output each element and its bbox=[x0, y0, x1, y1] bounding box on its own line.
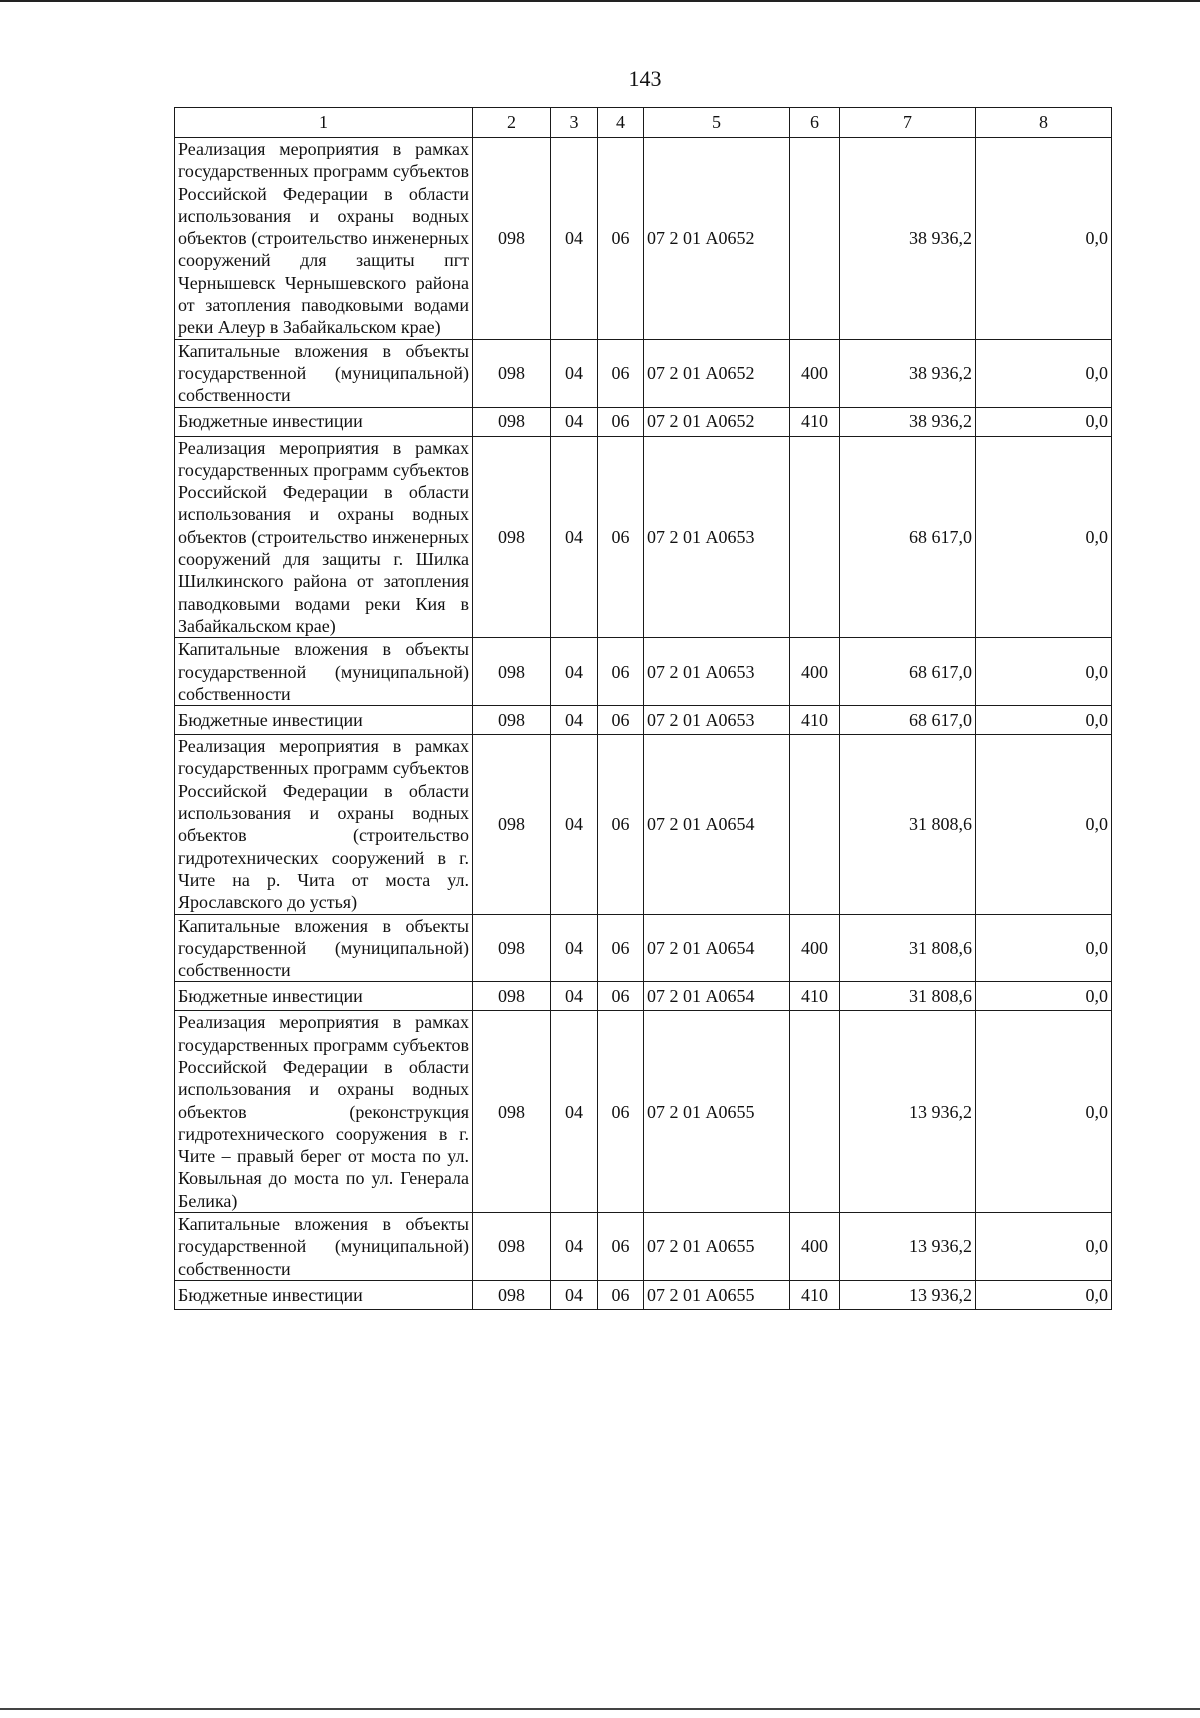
row-description: Капитальные вложения в объекты государственной (муниципальной) собственности bbox=[175, 914, 473, 982]
subsection-code: 06 bbox=[598, 914, 644, 982]
section-code: 04 bbox=[551, 1213, 598, 1281]
target-article-code: 07 2 01 А0653 bbox=[644, 436, 790, 638]
section-code: 04 bbox=[551, 914, 598, 982]
amount-col7: 68 617,0 bbox=[840, 706, 976, 735]
subsection-code: 06 bbox=[598, 436, 644, 638]
expense-type-code: 400 bbox=[790, 914, 840, 982]
target-article-code: 07 2 01 А0655 bbox=[644, 1280, 790, 1309]
section-code: 04 bbox=[551, 638, 598, 706]
ministry-code: 098 bbox=[473, 1280, 551, 1309]
subsection-code: 06 bbox=[598, 407, 644, 436]
table-row bbox=[175, 982, 1112, 1011]
target-article-code: 07 2 01 А0652 bbox=[644, 138, 790, 340]
table-row bbox=[175, 339, 1112, 407]
amount-col7: 13 936,2 bbox=[840, 1213, 976, 1281]
table-row bbox=[175, 735, 1112, 914]
header-cell: 1 bbox=[175, 108, 473, 138]
header-cell: 6 bbox=[790, 108, 840, 138]
row-description: Реализация мероприятия в рамках государственных программ субъектов Российской Федерации в области использования и охраны водных объектов (реконструкция гидротехнического сооружения в г. Чите – правый берег от моста по ул. Ковыльная до моста по ул. Генерала Белика) bbox=[175, 1011, 473, 1213]
expense-type-code: 410 bbox=[790, 706, 840, 735]
amount-col7: 68 617,0 bbox=[840, 436, 976, 638]
subsection-code: 06 bbox=[598, 638, 644, 706]
row-description: Капитальные вложения в объекты государственной (муниципальной) собственности bbox=[175, 1213, 473, 1281]
ministry-code: 098 bbox=[473, 436, 551, 638]
amount-col8: 0,0 bbox=[976, 914, 1112, 982]
amount-col8: 0,0 bbox=[976, 339, 1112, 407]
ministry-code: 098 bbox=[473, 914, 551, 982]
target-article-code: 07 2 01 А0653 bbox=[644, 638, 790, 706]
expense-type-code: 410 bbox=[790, 982, 840, 1011]
target-article-code: 07 2 01 А0654 bbox=[644, 735, 790, 914]
section-code: 04 bbox=[551, 339, 598, 407]
ministry-code: 098 bbox=[473, 339, 551, 407]
scan-bottom-edge bbox=[0, 1708, 1200, 1710]
expense-type-code: 410 bbox=[790, 407, 840, 436]
row-description: Бюджетные инвестиции bbox=[175, 1280, 473, 1309]
table-row bbox=[175, 1280, 1112, 1309]
amount-col7: 68 617,0 bbox=[840, 638, 976, 706]
header-cell: 2 bbox=[473, 108, 551, 138]
table-row bbox=[175, 1011, 1112, 1213]
ministry-code: 098 bbox=[473, 138, 551, 340]
row-description: Бюджетные инвестиции bbox=[175, 706, 473, 735]
amount-col7: 31 808,6 bbox=[840, 735, 976, 914]
ministry-code: 098 bbox=[473, 982, 551, 1011]
header-cell: 3 bbox=[551, 108, 598, 138]
target-article-code: 07 2 01 А0652 bbox=[644, 407, 790, 436]
amount-col7: 38 936,2 bbox=[840, 138, 976, 340]
table-row bbox=[175, 138, 1112, 340]
row-description: Бюджетные инвестиции bbox=[175, 407, 473, 436]
section-code: 04 bbox=[551, 1011, 598, 1213]
subsection-code: 06 bbox=[598, 706, 644, 735]
amount-col8: 0,0 bbox=[976, 706, 1112, 735]
amount-col8: 0,0 bbox=[976, 982, 1112, 1011]
budget-table bbox=[174, 107, 1112, 1310]
expense-type-code: 400 bbox=[790, 1213, 840, 1281]
expense-type-code bbox=[790, 1011, 840, 1213]
header-row bbox=[175, 108, 1112, 138]
expense-type-code: 400 bbox=[790, 638, 840, 706]
row-description: Капитальные вложения в объекты государственной (муниципальной) собственности bbox=[175, 638, 473, 706]
target-article-code: 07 2 01 А0655 bbox=[644, 1011, 790, 1213]
amount-col8: 0,0 bbox=[976, 1213, 1112, 1281]
table-row bbox=[175, 638, 1112, 706]
amount-col7: 38 936,2 bbox=[840, 407, 976, 436]
header-cell: 5 bbox=[644, 108, 790, 138]
header-cell: 4 bbox=[598, 108, 644, 138]
expense-type-code: 410 bbox=[790, 1280, 840, 1309]
row-description: Бюджетные инвестиции bbox=[175, 982, 473, 1011]
section-code: 04 bbox=[551, 706, 598, 735]
table-row bbox=[175, 407, 1112, 436]
subsection-code: 06 bbox=[598, 735, 644, 914]
subsection-code: 06 bbox=[598, 339, 644, 407]
expense-type-code: 400 bbox=[790, 339, 840, 407]
amount-col8: 0,0 bbox=[976, 407, 1112, 436]
ministry-code: 098 bbox=[473, 1011, 551, 1213]
ministry-code: 098 bbox=[473, 638, 551, 706]
amount-col7: 38 936,2 bbox=[840, 339, 976, 407]
amount-col8: 0,0 bbox=[976, 1011, 1112, 1213]
row-description: Реализация мероприятия в рамках государственных программ субъектов Российской Федерации в области использования и охраны водных объектов (строительство гидротехнических сооружений в г. Чите на р. Чита от моста ул. Ярославского до устья) bbox=[175, 735, 473, 914]
scan-top-edge bbox=[0, 0, 1200, 2]
target-article-code: 07 2 01 А0652 bbox=[644, 339, 790, 407]
subsection-code: 06 bbox=[598, 1011, 644, 1213]
row-description: Капитальные вложения в объекты государственной (муниципальной) собственности bbox=[175, 339, 473, 407]
ministry-code: 098 bbox=[473, 1213, 551, 1281]
subsection-code: 06 bbox=[598, 1280, 644, 1309]
table-row bbox=[175, 914, 1112, 982]
amount-col7: 13 936,2 bbox=[840, 1011, 976, 1213]
section-code: 04 bbox=[551, 982, 598, 1011]
section-code: 04 bbox=[551, 735, 598, 914]
subsection-code: 06 bbox=[598, 1213, 644, 1281]
amount-col7: 31 808,6 bbox=[840, 914, 976, 982]
amount-col7: 31 808,6 bbox=[840, 982, 976, 1011]
row-description: Реализация мероприятия в рамках государственных программ субъектов Российской Федерации в области использования и охраны водных объектов (строительство инженерных сооружений для защиты г. Шилка Шилкинского района от затопления паводковыми водами реки Кия в Забайкальском крае) bbox=[175, 436, 473, 638]
table-row bbox=[175, 1213, 1112, 1281]
amount-col8: 0,0 bbox=[976, 436, 1112, 638]
amount-col8: 0,0 bbox=[976, 735, 1112, 914]
ministry-code: 098 bbox=[473, 706, 551, 735]
target-article-code: 07 2 01 А0653 bbox=[644, 706, 790, 735]
section-code: 04 bbox=[551, 436, 598, 638]
amount-col7: 13 936,2 bbox=[840, 1280, 976, 1309]
table-row bbox=[175, 706, 1112, 735]
section-code: 04 bbox=[551, 1280, 598, 1309]
target-article-code: 07 2 01 А0654 bbox=[644, 914, 790, 982]
section-code: 04 bbox=[551, 138, 598, 340]
table-row bbox=[175, 436, 1112, 638]
amount-col8: 0,0 bbox=[976, 138, 1112, 340]
page-number: 143 bbox=[628, 66, 662, 91]
expense-type-code bbox=[790, 735, 840, 914]
header-cell: 7 bbox=[840, 108, 976, 138]
target-article-code: 07 2 01 А0655 bbox=[644, 1213, 790, 1281]
amount-col8: 0,0 bbox=[976, 638, 1112, 706]
subsection-code: 06 bbox=[598, 138, 644, 340]
section-code: 04 bbox=[551, 407, 598, 436]
subsection-code: 06 bbox=[598, 982, 644, 1011]
ministry-code: 098 bbox=[473, 407, 551, 436]
table-body bbox=[175, 138, 1112, 1310]
header-cell: 8 bbox=[976, 108, 1112, 138]
row-description: Реализация мероприятия в рамках государственных программ субъектов Российской Федерации в области использования и охраны водных объектов (строительство инженерных сооружений для защиты пгт Чернышевск Чернышевского района от затопления паводковыми водами реки Алеур в Забайкальском крае) bbox=[175, 138, 473, 340]
ministry-code: 098 bbox=[473, 735, 551, 914]
expense-type-code bbox=[790, 436, 840, 638]
target-article-code: 07 2 01 А0654 bbox=[644, 982, 790, 1011]
amount-col8: 0,0 bbox=[976, 1280, 1112, 1309]
expense-type-code bbox=[790, 138, 840, 340]
